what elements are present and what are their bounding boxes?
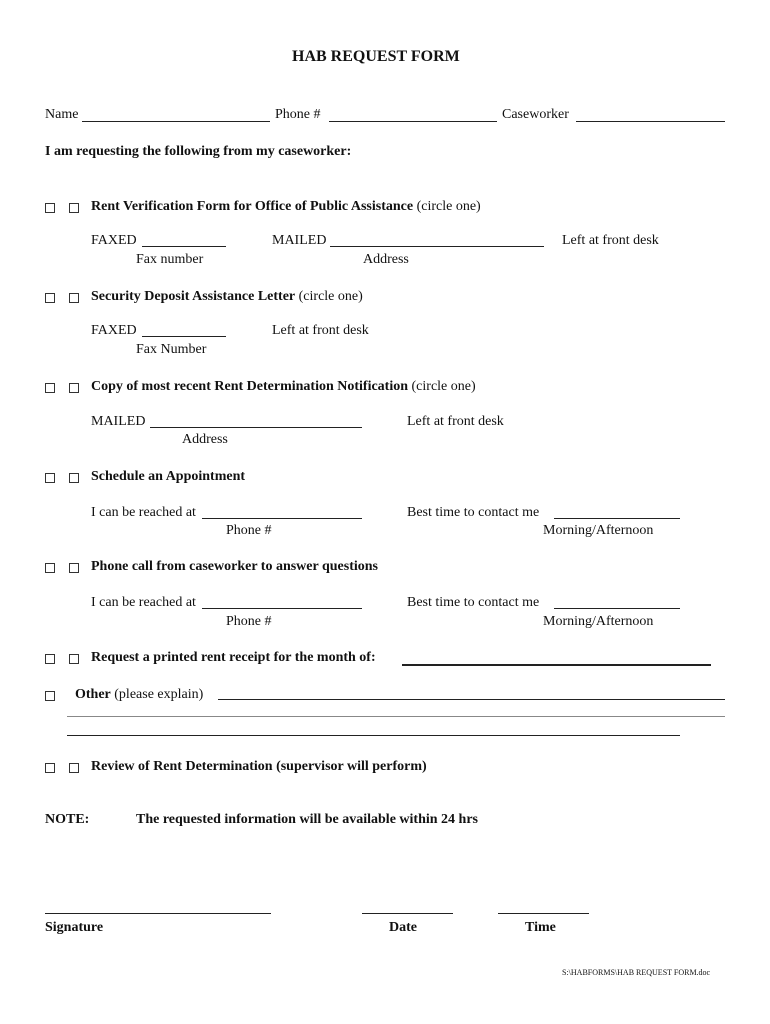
rent-determination-copy-checkbox-2[interactable] [69, 383, 79, 393]
appointment-time-sub: Morning/Afternoon [543, 523, 654, 538]
phone-call-label: Phone call from caseworker to answer questions [91, 559, 378, 574]
appointment-label: Schedule an Appointment [91, 469, 246, 484]
security-deposit-checkbox-1[interactable] [45, 293, 55, 303]
security-deposit-fax-field[interactable] [142, 336, 226, 337]
appointment-checkbox-2[interactable] [69, 473, 79, 483]
rent-determination-copy-note: (circle one) [411, 379, 476, 394]
phone-label: Phone # [275, 107, 321, 122]
other-label: Other [75, 687, 111, 702]
time-label: Time [525, 920, 556, 935]
rent-receipt-checkbox-2[interactable] [69, 654, 79, 664]
other-explain-field-1[interactable] [218, 699, 725, 700]
other-checkbox[interactable] [45, 691, 55, 701]
rent-determination-copy-address-field[interactable] [150, 427, 362, 428]
appointment-best-time: Best time to contact me [407, 505, 540, 520]
phone-call-phone-sub: Phone # [226, 614, 272, 629]
rent-determination-copy-front-desk: Left at front desk [407, 414, 504, 429]
phone-call-reached: I can be reached at [91, 595, 196, 610]
phone-call-best-time: Best time to contact me [407, 595, 540, 610]
appointment-phone-sub: Phone # [226, 523, 272, 538]
phone-call-phone-field[interactable] [202, 608, 362, 609]
rent-verification-checkbox-1[interactable] [45, 203, 55, 213]
rent-verification-fax-sub: Fax number [136, 252, 204, 267]
security-deposit-fax-sub: Fax Number [136, 342, 207, 357]
phone-call-time-field[interactable] [554, 608, 680, 609]
caseworker-label: Caseworker [502, 107, 569, 122]
security-deposit-label: Security Deposit Assistance Letter [91, 289, 296, 304]
rent-receipt-month-field[interactable] [402, 664, 711, 666]
security-deposit-checkbox-2[interactable] [69, 293, 79, 303]
signature-field[interactable] [45, 913, 271, 914]
security-deposit-front-desk: Left at front desk [272, 323, 369, 338]
signature-label: Signature [45, 920, 104, 935]
review-checkbox-2[interactable] [69, 763, 79, 773]
other-explain-field-3[interactable] [67, 735, 680, 736]
phone-call-time-sub: Morning/Afternoon [543, 614, 654, 629]
rent-determination-copy-label: Copy of most recent Rent Determination Notification [91, 379, 409, 394]
name-label: Name [45, 107, 79, 122]
rent-receipt-label: Request a printed rent receipt for the month of: [91, 650, 376, 665]
rent-verification-address-sub: Address [363, 252, 409, 267]
rent-verification-note: (circle one) [416, 199, 481, 214]
review-checkbox-1[interactable] [45, 763, 55, 773]
name-field[interactable] [82, 121, 270, 122]
rent-verification-front-desk: Left at front desk [562, 233, 659, 248]
caseworker-field[interactable] [576, 121, 725, 122]
date-label: Date [389, 920, 417, 935]
phone-call-checkbox-1[interactable] [45, 563, 55, 573]
intro-text: I am requesting the following from my caseworker: [45, 144, 352, 159]
note-text: The requested information will be available within 24 hrs [136, 812, 478, 827]
appointment-reached: I can be reached at [91, 505, 196, 520]
footer-path: S:\HABFORMS\HAB REQUEST FORM.doc [562, 968, 711, 977]
review-label: Review of Rent Determination (supervisor will perform) [91, 759, 427, 774]
security-deposit-faxed: FAXED [91, 323, 137, 338]
rent-verification-label: Rent Verification Form for Office of Public Assistance [91, 199, 414, 214]
date-field[interactable] [362, 913, 453, 914]
other-explain-field-2[interactable] [67, 716, 725, 717]
security-deposit-note: (circle one) [298, 289, 363, 304]
phone-field[interactable] [329, 121, 497, 122]
security-deposit-item [91, 289, 363, 305]
rent-determination-copy-address-sub: Address [182, 432, 228, 447]
rent-determination-copy-item [91, 379, 476, 395]
appointment-checkbox-1[interactable] [45, 473, 55, 483]
phone-call-checkbox-2[interactable] [69, 563, 79, 573]
rent-verification-fax-field[interactable] [142, 246, 226, 247]
rent-determination-copy-checkbox-1[interactable] [45, 383, 55, 393]
other-note: (please explain) [114, 687, 204, 702]
rent-verification-mailed: MAILED [272, 233, 327, 248]
form-title: HAB REQUEST FORM [292, 48, 460, 65]
rent-receipt-checkbox-1[interactable] [45, 654, 55, 664]
rent-determination-copy-mailed: MAILED [91, 414, 146, 429]
appointment-phone-field[interactable] [202, 518, 362, 519]
rent-verification-address-field[interactable] [330, 246, 544, 247]
rent-verification-checkbox-2[interactable] [69, 203, 79, 213]
time-field[interactable] [498, 913, 589, 914]
other-item [75, 687, 203, 703]
rent-verification-faxed: FAXED [91, 233, 137, 248]
appointment-time-field[interactable] [554, 518, 680, 519]
note-label: NOTE: [45, 812, 90, 827]
rent-verification-item [91, 199, 481, 215]
